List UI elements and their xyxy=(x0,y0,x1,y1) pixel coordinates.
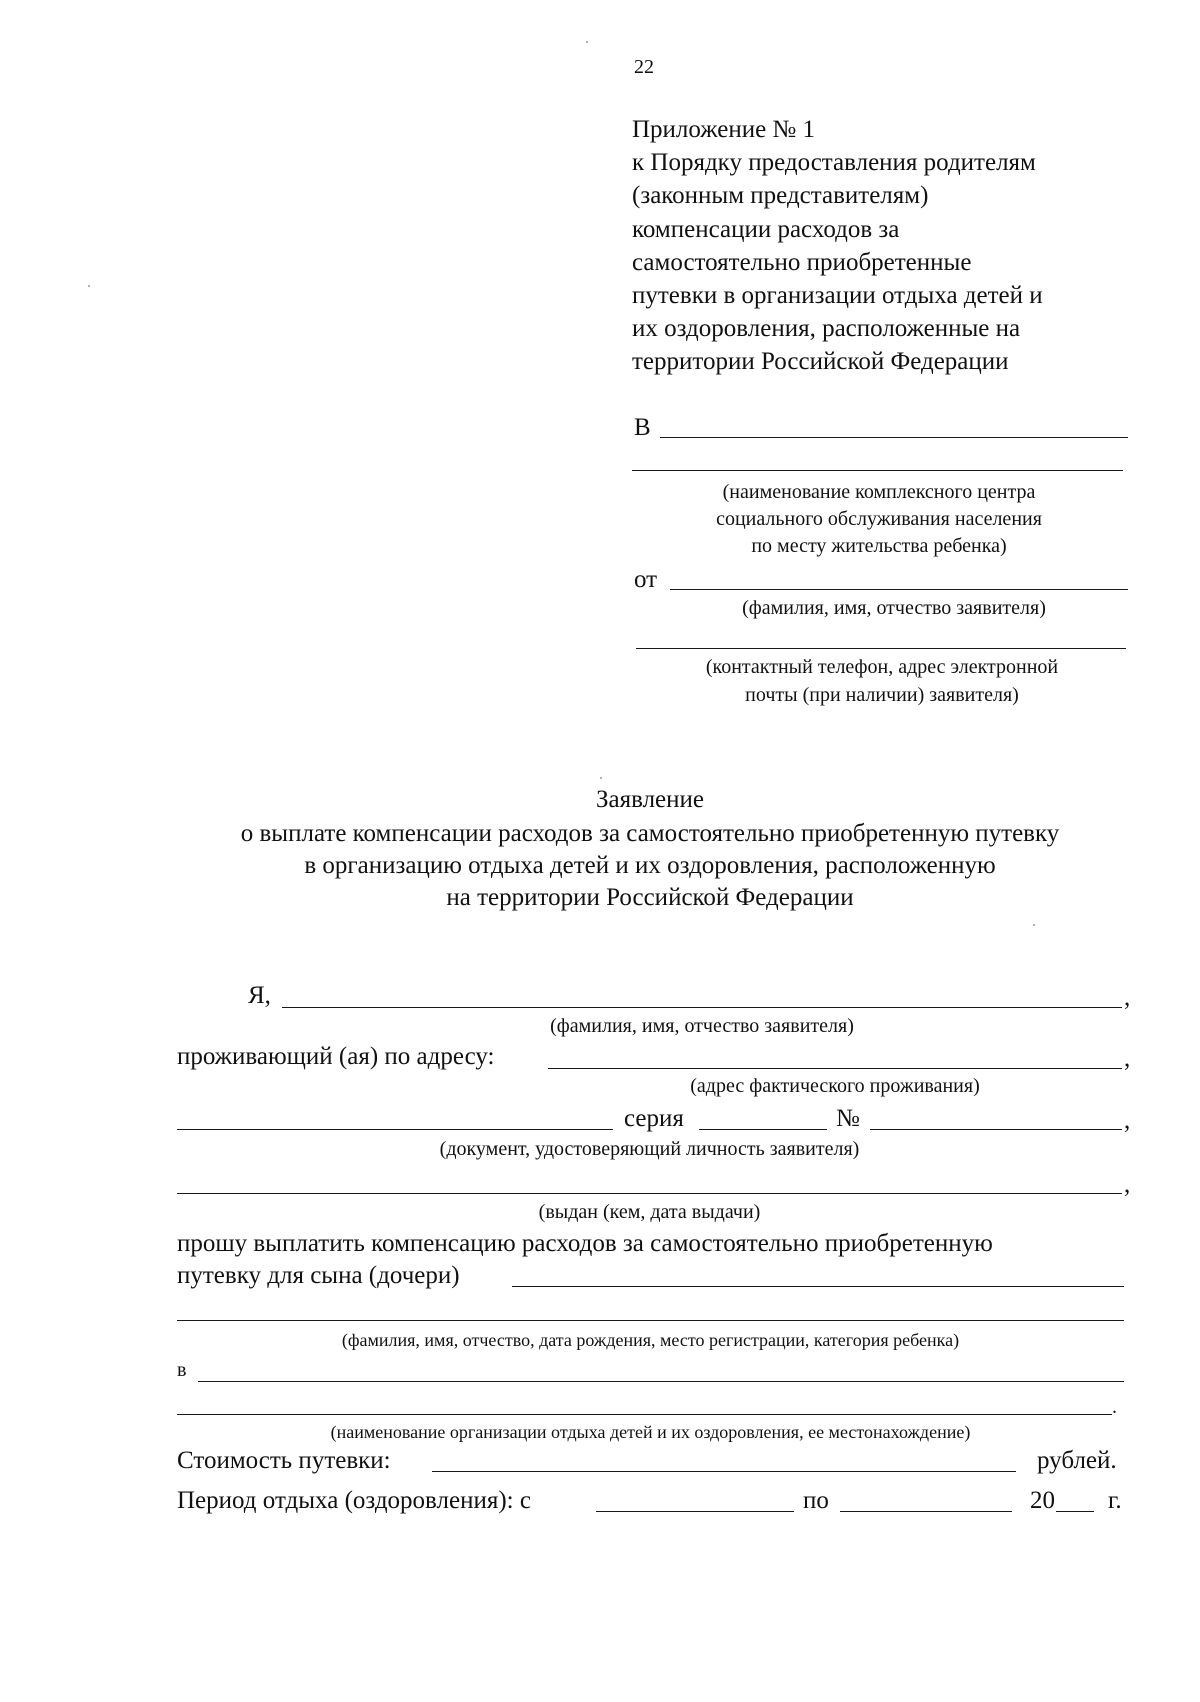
period-to-line[interactable] xyxy=(840,1511,1012,1512)
period-mark: . xyxy=(1112,1396,1117,1418)
contact-caption-line: почты (при наличии) заявителя) xyxy=(745,684,1019,706)
cost-field-line[interactable] xyxy=(432,1471,1016,1472)
period-label: Период отдыха (оздоровления): с xyxy=(177,1487,531,1514)
to-caption-line: (наименование комплексного центра xyxy=(722,481,1036,503)
in-prefix: в xyxy=(177,1359,187,1381)
child-caption: (фамилия, имя, отчество, дата рождения, место регистрации, категория ребенка) xyxy=(341,1330,960,1350)
address-caption: (адрес фактического проживания) xyxy=(690,1075,980,1097)
title-line: о выплате компенсации расходов за самостоятельно приобретенную путевку xyxy=(240,820,1060,847)
to-field-line-2[interactable] xyxy=(632,470,1123,471)
line-comma: , xyxy=(1124,1045,1131,1072)
annex-line: их оздоровления, расположенные на xyxy=(632,315,1021,343)
issued-caption: (выдан (кем, дата выдачи) xyxy=(538,1201,761,1223)
annex-line: компенсации расходов за xyxy=(632,215,900,243)
contact-caption-line: (контактный телефон, адрес электронной xyxy=(705,656,1059,678)
issued-field-line[interactable] xyxy=(177,1193,1122,1194)
annex-line: Приложение № 1 xyxy=(632,116,816,143)
from-caption: (фамилия, имя, отчество заявителя) xyxy=(742,597,1046,619)
cost-label: Стоимость путевки: xyxy=(177,1447,391,1474)
series-field-line[interactable] xyxy=(699,1129,827,1130)
address-field-line[interactable] xyxy=(548,1068,1122,1069)
scan-speck xyxy=(1033,924,1035,926)
child-field-line[interactable] xyxy=(512,1286,1124,1287)
line-comma: , xyxy=(1124,1171,1131,1198)
title-line: в организацию отдыха детей и их оздоровления, расположенную xyxy=(304,852,996,879)
year-prefix: 20 xyxy=(1030,1487,1055,1514)
cost-unit: рублей. xyxy=(1037,1447,1117,1474)
page-number: 22 xyxy=(634,56,654,78)
organization-caption: (наименование организации отдыха детей и их оздоровления, ее местонахождение) xyxy=(330,1422,971,1442)
document-title: Заявление xyxy=(595,786,705,813)
organization-field-line[interactable] xyxy=(198,1381,1124,1382)
request-text: прошу выплатить компенсацию расходов за самостоятельно приобретенную xyxy=(177,1230,993,1257)
annex-line: (законным представителям) xyxy=(632,182,929,210)
to-caption-line: социального обслуживания населения xyxy=(716,508,1042,530)
year-suffix: г. xyxy=(1108,1487,1122,1514)
to-caption-line: по месту жительства ребенка) xyxy=(751,535,1007,557)
annex-line: самостоятельно приобретенные xyxy=(632,248,972,276)
applicant-name-line[interactable] xyxy=(282,1007,1122,1008)
applicant-name-caption: (фамилия, имя, отчество заявителя) xyxy=(550,1015,854,1037)
organization-field-line-2[interactable] xyxy=(177,1414,1112,1415)
period-from-line[interactable] xyxy=(596,1511,794,1512)
year-field-line[interactable] xyxy=(1056,1511,1094,1512)
annex-line: к Порядку предоставления родителям xyxy=(632,149,1036,177)
annex-line: путевки в организации отдыха детей и xyxy=(632,282,1043,310)
line-comma: , xyxy=(1124,1107,1131,1134)
period-to-label: по xyxy=(803,1487,829,1514)
document-caption: (документ, удостоверяющий личность заявителя) xyxy=(439,1138,860,1160)
annex-line: территории Российской Федерации xyxy=(632,348,1009,376)
from-prefix: от xyxy=(634,566,658,593)
series-label: серия xyxy=(624,1105,684,1132)
request-text: путевку для сына (дочери) xyxy=(177,1262,460,1289)
title-line: на территории Российской Федерации xyxy=(446,884,854,911)
scan-speck xyxy=(586,41,588,43)
scan-speck xyxy=(88,285,90,287)
contact-field-line[interactable] xyxy=(636,648,1126,649)
i-prefix: Я, xyxy=(248,982,271,1009)
to-field-line[interactable] xyxy=(660,437,1128,438)
document-type-line[interactable] xyxy=(177,1129,613,1130)
child-field-line-2[interactable] xyxy=(177,1320,1124,1321)
residing-label: проживающий (ая) по адресу: xyxy=(177,1043,495,1070)
scan-speck xyxy=(600,777,602,779)
number-label: № xyxy=(836,1105,860,1132)
to-prefix: В xyxy=(634,414,651,441)
line-comma: , xyxy=(1124,984,1131,1011)
number-field-line[interactable] xyxy=(870,1129,1122,1130)
from-field-line[interactable] xyxy=(670,589,1128,590)
annex-block xyxy=(632,113,1112,379)
